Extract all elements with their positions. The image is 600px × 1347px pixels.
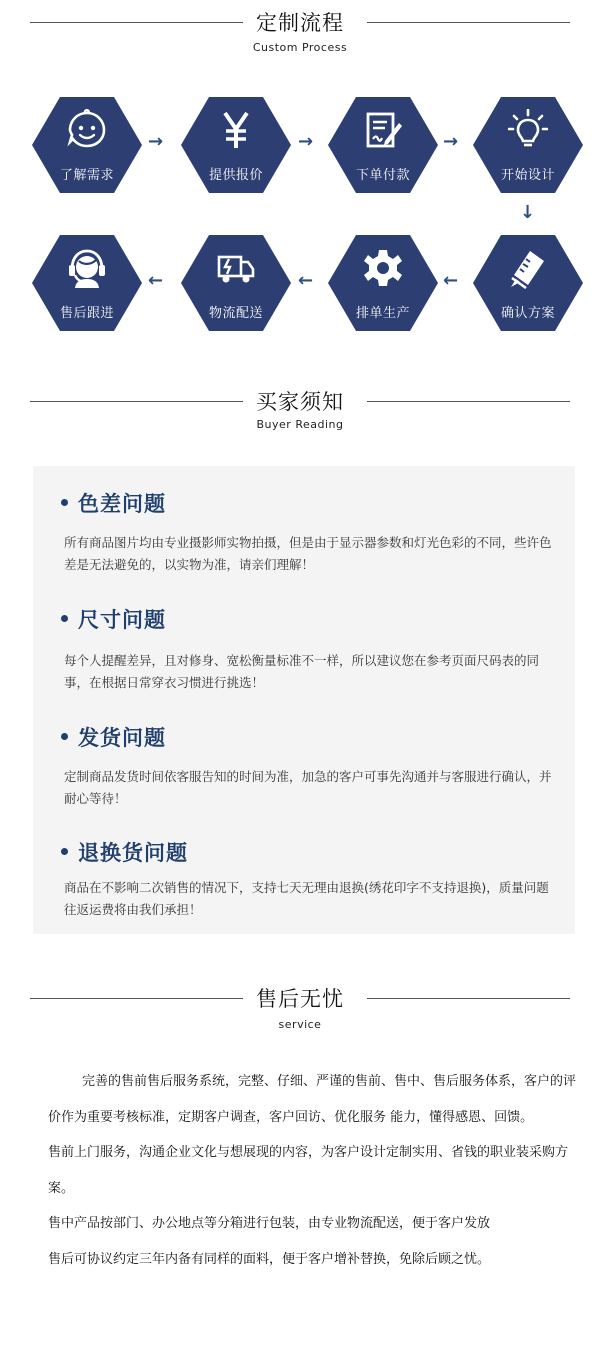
bullet-dot [61, 848, 68, 855]
step-label: 排单生产 [355, 306, 410, 321]
section-subtitle: service [278, 1018, 322, 1031]
step-order-payment [328, 97, 438, 193]
notice-heading: 发货问题 [78, 725, 166, 750]
service-text-block [48, 1064, 578, 1277]
service-paragraph: 售中产品按部门、办公地点等分箱进行包装，由专业物流配送，便于客户发放 [48, 1216, 491, 1231]
notice-text: 所有商品图片均由专业摄影师实物拍摄，但是由于显示器参数和灯光色彩的不同，些许色差是无法避免的，以实物为准，请亲们理解！ [64, 535, 552, 572]
service-paragraph: 售后可协议约定三年内备有同样的面料，便于客户增补替换，免除后顾之忧。 [48, 1251, 491, 1267]
step-label: 提供报价 [208, 168, 263, 183]
section-subtitle: Buyer Reading [256, 418, 344, 431]
section-title: 买家须知 [256, 390, 344, 414]
pencil-ruler-icon [508, 247, 548, 289]
step-after-sales [32, 235, 142, 331]
notice-text: 商品在不影响二次销售的情况下，支持七天无理由退换(绣花印字不支持退换)，质量问题往返运费将由我们承担！ [64, 880, 549, 917]
lightbulb-icon [508, 109, 548, 151]
bullet-dot [61, 733, 68, 740]
step-label: 售后跟进 [59, 306, 114, 321]
buyer-notice-panel [33, 466, 575, 934]
arrow-left-icon: ← [148, 270, 164, 291]
step-quotation [181, 97, 291, 193]
yen-icon [216, 109, 256, 151]
service-paragraph: 完善的售前售后服务系统，完整、仔细、严谨的售前、售中、售后服务体系，客户的评价作为重要考核标准，定期客户调查，客户回访、优化服务 能力，懂得感恩、回馈。 [48, 1074, 577, 1125]
step-label: 下单付款 [355, 168, 410, 183]
arrow-right-icon: → [148, 131, 164, 152]
step-start-design [473, 97, 583, 193]
arrow-right-icon: → [443, 131, 459, 152]
step-label: 确认方案 [500, 306, 555, 321]
delivery-truck-icon [216, 247, 256, 289]
step-delivery [181, 235, 291, 331]
smiley-face-icon [67, 109, 107, 151]
step-understand-needs [32, 97, 142, 193]
service-paragraph: 售前上门服务，沟通企业文化与想展现的内容，为客户设计定制实用、省钱的职业装采购方案。 [48, 1145, 569, 1196]
notice-text: 每个人提醒差异，且对修身、宽松衡量标准不一样，所以建议您在参考页面尺码表的同事，在根据日常穿衣习惯进行挑选！ [64, 653, 540, 690]
bullet-dot [61, 615, 68, 622]
step-confirm-plan [473, 235, 583, 331]
headset-agent-icon [67, 247, 107, 289]
arrow-left-icon: ← [443, 270, 459, 291]
notice-heading: 尺寸问题 [78, 607, 166, 632]
step-label: 物流配送 [208, 306, 263, 321]
arrow-down-icon: ↓ [520, 202, 536, 223]
bullet-dot [61, 499, 68, 506]
step-label: 开始设计 [500, 168, 555, 183]
notice-heading: 退换货问题 [78, 840, 188, 865]
notice-text: 定制商品发货时间依客服告知的时间为准，加急的客户可事先沟通并与客服进行确认，并耐心等待！ [64, 769, 552, 806]
step-production [328, 235, 438, 331]
gear-icon [363, 247, 403, 289]
section-title: 定制流程 [256, 11, 344, 35]
arrow-right-icon: → [298, 131, 314, 152]
arrow-left-icon: ← [298, 270, 314, 291]
notice-heading: 色差问题 [78, 491, 166, 516]
document-pen-icon [363, 109, 403, 151]
section-title: 售后无忧 [256, 987, 344, 1011]
section-subtitle: Custom Process [252, 41, 348, 54]
step-label: 了解需求 [59, 168, 114, 183]
